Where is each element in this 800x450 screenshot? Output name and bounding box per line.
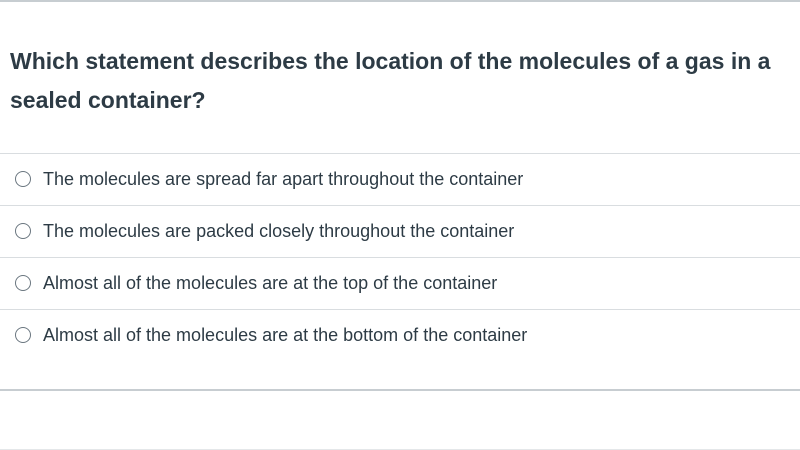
- footer-area: [0, 391, 800, 450]
- radio-button-icon[interactable]: [15, 223, 31, 239]
- radio-button-icon[interactable]: [15, 171, 31, 187]
- answer-option-2[interactable]: [0, 205, 800, 257]
- answer-option-1[interactable]: [0, 153, 800, 205]
- question-text: Which statement describes the location of the molecules of a gas in a sealed container?: [10, 48, 771, 113]
- radio-button-icon[interactable]: [15, 275, 31, 291]
- answer-option-4[interactable]: [0, 309, 800, 361]
- answer-list: [0, 153, 800, 361]
- radio-button-icon[interactable]: [15, 327, 31, 343]
- question-card: [0, 2, 800, 390]
- answer-label[interactable]: The molecules are packed closely throughout the container: [43, 221, 515, 241]
- answer-label[interactable]: The molecules are spread far apart throughout the container: [43, 169, 524, 189]
- answer-label[interactable]: Almost all of the molecules are at the top of the container: [43, 273, 498, 293]
- answer-option-3[interactable]: [0, 257, 800, 309]
- answer-label[interactable]: Almost all of the molecules are at the bottom of the container: [43, 325, 528, 345]
